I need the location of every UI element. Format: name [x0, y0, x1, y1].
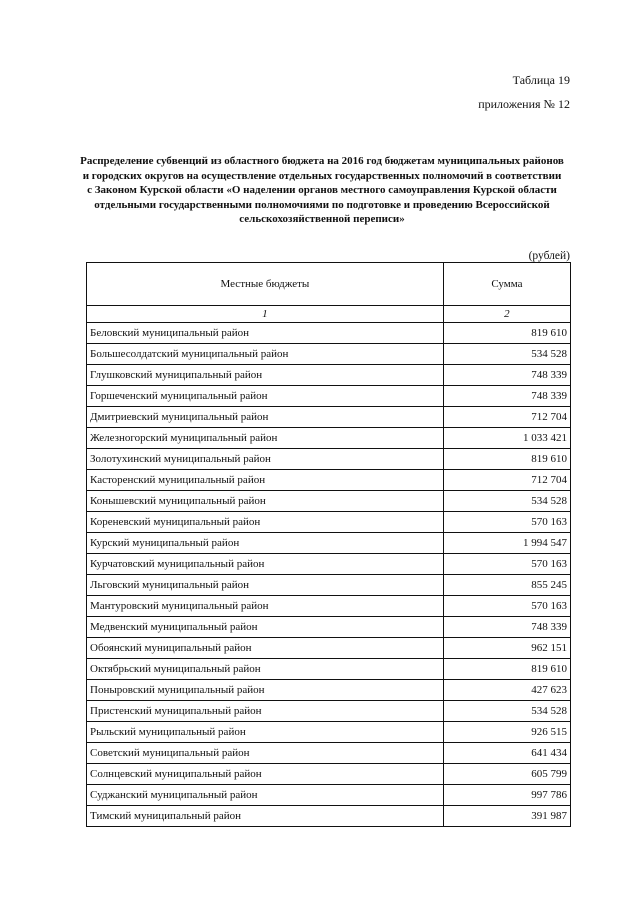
- district-name-cell: Советский муниципальный район: [87, 743, 444, 764]
- table-row: [87, 701, 571, 722]
- table-row: [87, 344, 571, 365]
- district-name-cell: Курчатовский муниципальный район: [87, 554, 444, 575]
- table-row: [87, 512, 571, 533]
- amount-cell: 819 610: [443, 449, 570, 470]
- amount-cell: 1 033 421: [443, 428, 570, 449]
- table-row: [87, 428, 571, 449]
- appendix-reference: приложения № 12: [478, 97, 570, 111]
- table-row: [87, 470, 571, 491]
- amount-cell: 605 799: [443, 764, 570, 785]
- table-row: [87, 617, 571, 638]
- amount-cell: 570 163: [443, 596, 570, 617]
- table-row: [87, 659, 571, 680]
- amount-cell: 926 515: [443, 722, 570, 743]
- amount-cell: 962 151: [443, 638, 570, 659]
- amount-cell: 391 987: [443, 806, 570, 827]
- district-name-cell: Железногорский муниципальный район: [87, 428, 444, 449]
- amount-cell: 819 610: [443, 323, 570, 344]
- table-row: [87, 386, 571, 407]
- column-header-sum: Сумма: [443, 263, 570, 306]
- column-number-row: [87, 306, 571, 323]
- amount-cell: 748 339: [443, 617, 570, 638]
- amount-cell: 570 163: [443, 512, 570, 533]
- amount-cell: 997 786: [443, 785, 570, 806]
- amount-cell: 748 339: [443, 386, 570, 407]
- table-row: [87, 554, 571, 575]
- amount-cell: 819 610: [443, 659, 570, 680]
- table-row: [87, 638, 571, 659]
- district-name-cell: Солнцевский муниципальный район: [87, 764, 444, 785]
- district-name-cell: Конышевский муниципальный район: [87, 491, 444, 512]
- column-number-1: 1: [87, 306, 444, 323]
- district-name-cell: Рыльский муниципальный район: [87, 722, 444, 743]
- table-row: [87, 743, 571, 764]
- table-row: [87, 764, 571, 785]
- district-name-cell: Медвенский муниципальный район: [87, 617, 444, 638]
- amount-cell: 570 163: [443, 554, 570, 575]
- amount-cell: 534 528: [443, 491, 570, 512]
- district-name-cell: Большесолдатский муниципальный район: [87, 344, 444, 365]
- district-name-cell: Октябрьский муниципальный район: [87, 659, 444, 680]
- amount-cell: 855 245: [443, 575, 570, 596]
- table-row: [87, 806, 571, 827]
- district-name-cell: Курский муниципальный район: [87, 533, 444, 554]
- district-name-cell: Обоянский муниципальный район: [87, 638, 444, 659]
- district-name-cell: Глушковский муниципальный район: [87, 365, 444, 386]
- district-name-cell: Поныровский муниципальный район: [87, 680, 444, 701]
- district-name-cell: Беловский муниципальный район: [87, 323, 444, 344]
- table-reference: Таблица 19: [512, 73, 570, 87]
- table-row: [87, 491, 571, 512]
- document-title: Распределение субвенций из областного бюджета на 2016 год бюджетам муниципальных районов и городских округов на осуществление отдельных государственных полномочий в соответствии с Законом Курской области «О наделении органов местного самоуправления Курской области отдельными государственными полномочиями по подготовке и проведению Всероссийской сельскохозяйственной переписи»: [80, 155, 564, 225]
- table-row: [87, 575, 571, 596]
- district-name-cell: Льговский муниципальный район: [87, 575, 444, 596]
- district-name-cell: Мантуровский муниципальный район: [87, 596, 444, 617]
- table-row: [87, 365, 571, 386]
- table-row: [87, 449, 571, 470]
- table-row: [87, 785, 571, 806]
- district-name-cell: Тимский муниципальный район: [87, 806, 444, 827]
- district-name-cell: Суджанский муниципальный район: [87, 785, 444, 806]
- table-header-row: [87, 263, 571, 306]
- column-number-2: 2: [443, 306, 570, 323]
- amount-cell: 712 704: [443, 470, 570, 491]
- district-name-cell: Касторенский муниципальный район: [87, 470, 444, 491]
- district-name-cell: Пристенский муниципальный район: [87, 701, 444, 722]
- table-row: [87, 323, 571, 344]
- district-name-cell: Дмитриевский муниципальный район: [87, 407, 444, 428]
- amount-cell: 534 528: [443, 344, 570, 365]
- district-name-cell: Золотухинский муниципальный район: [87, 449, 444, 470]
- table-row: [87, 596, 571, 617]
- column-header-budgets: Местные бюджеты: [87, 263, 444, 306]
- amount-cell: 748 339: [443, 365, 570, 386]
- district-name-cell: Горшеченский муниципальный район: [87, 386, 444, 407]
- amount-cell: 641 434: [443, 743, 570, 764]
- budget-table: [86, 262, 571, 827]
- table-row: [87, 680, 571, 701]
- table-row: [87, 533, 571, 554]
- amount-cell: 712 704: [443, 407, 570, 428]
- amount-cell: 534 528: [443, 701, 570, 722]
- unit-label: (рублей): [528, 250, 570, 262]
- table-row: [87, 407, 571, 428]
- amount-cell: 1 994 547: [443, 533, 570, 554]
- amount-cell: 427 623: [443, 680, 570, 701]
- table-row: [87, 722, 571, 743]
- district-name-cell: Кореневский муниципальный район: [87, 512, 444, 533]
